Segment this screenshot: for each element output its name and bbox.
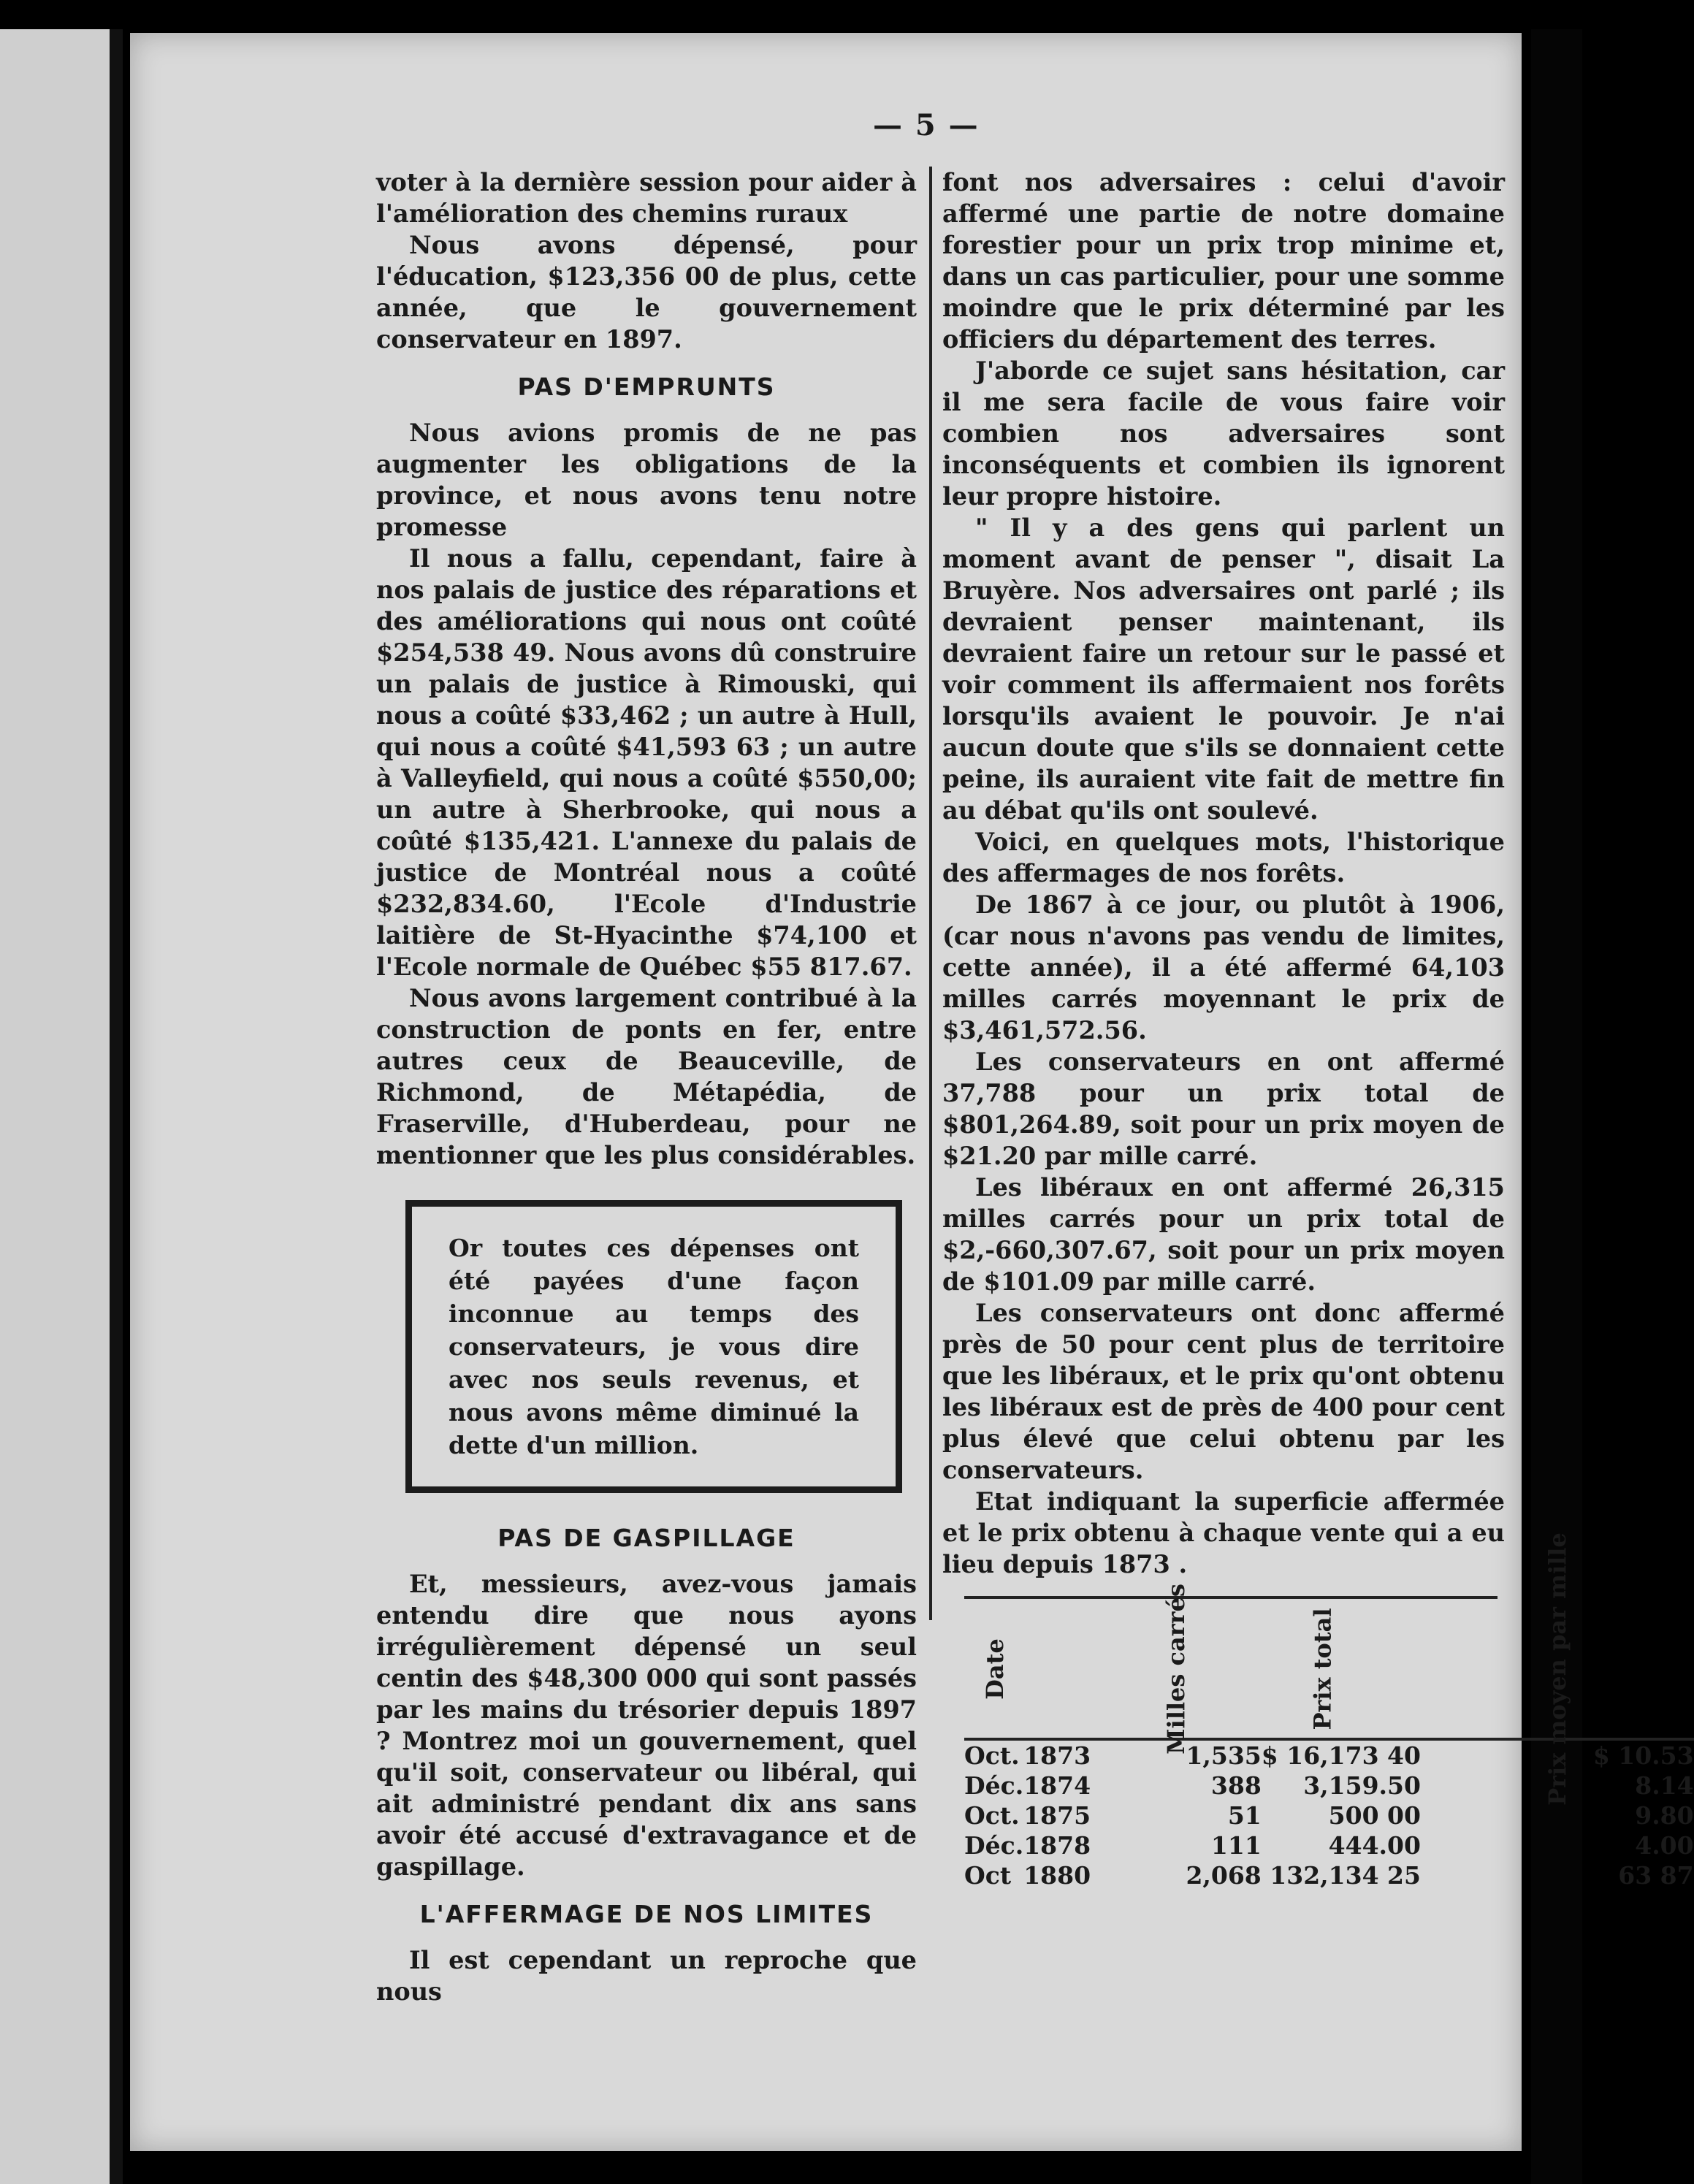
table-header-row [964,1599,1694,1739]
paragraph: Nous avions promis de ne pas augmenter les obligations de la province, et nous avons tenu notre promesse [376,419,917,541]
right-column [942,167,1694,1890]
header-milles: Milles carrés [1091,1599,1262,1739]
section-heading-emprunts: PAS D'EMPRUNTS [517,373,776,401]
paragraph: Etat indiquant la superficie affermée et le prix obtenu à chaque vente qui a eu lieu depuis 1873 . [942,1487,1505,1578]
table-row: Déc. 1874 388 3,159.50 8.14 [964,1771,1694,1800]
table-row: Oct 1880 2,068 132,134 25 63 87 [964,1861,1694,1890]
paragraph: Nous avons dépensé, pour l'éducation, $123,356 00 de plus, cette année, que le gouvernement conservateur en 1897. [376,231,917,354]
limits-table [964,1532,1694,1890]
paragraph: Il nous a fallu, cependant, faire à nos palais de justice des réparations et des améliorations qui nous ont coûté $254,538 49. Nous avons dû construire un palais de justice à Rimouski, qui nous a coûté $33,462 ; un autre à Hull, qui nous a coûté $41,593 63 ; un autre à Valleyfield, qui nous a coûté $550,00; un autre à Sherbrooke, qui nous a coûté $135,421. L'annexe du palais de justice de Montréal nous a coûté $232,834.60, l'Ecole d'Industrie laitière de St-Hyacinthe $74,100 et l'Ecole normale de Québec $55 817.67. [376,544,917,981]
table-row: Oct. 1873 1,535 $ 16,173 40 $ 10.53 [964,1741,1694,1770]
table-row: Oct. 1875 51 500 00 9.80 [964,1801,1694,1830]
page-number: — 5 — [873,108,980,142]
paragraph: Les conservateurs en ont affermé 37,788 pour un prix total de $801,264.89, soit pour un prix moyen de $21.20 par mille carré. [942,1047,1505,1170]
section-heading-affermage: L'AFFERMAGE DE NOS LIMITES [419,1900,874,1928]
boxed-note: Or toutes ces dépenses ont été payées d'une façon inconnue au temps des conservateurs, je vous dire avec nos seuls revenus, et nous avons même diminué la dette d'un million. [405,1200,902,1493]
paragraph: " Il y a des gens qui parlent un moment avant de penser ", disait La Bruyère. Nos adversaires ont parlé ; ils devraient penser maintenant, ils devraient faire un retour sur le passé et voir comment ils affermaient nos forêts lorsqu'ils avaient le pouvoir. Je n'ai aucun doute que s'ils se donnaient cette peine, ils auraient vite fait de mettre fin au débat qu'ils ont soulevé. [942,513,1505,825]
paragraph: Les conservateurs ont donc affermé près de 50 pour cent plus de territoire que les libéraux, et le prix qu'ont obtenu les libéraux est de près de 400 pour cent plus élevé que celui obtenu par les conservateurs. [942,1299,1505,1484]
adjacent-page-strip [0,29,117,2184]
left-column [376,167,917,2007]
paragraph: J'aborde ce sujet sans hésitation, car il me sera facile de vous faire voir combien nos adversaires sont inconséquents et combien ils ignorent leur propre histoire. [942,356,1505,511]
header-prix-total: Prix total [1262,1599,1421,1739]
column-divider [929,167,932,1620]
paragraph: Et, messieurs, avez-vous jamais entendu dire que nous ayons irrégulièrement dépensé un seul centin des $48,300 000 qui sont passés par les mains du trésorier depuis 1897 ? Montrez moi un gouvernement, quel qu'il soit, conservateur ou libéral, qui ait administré pendant dix ans sans avoir été accusé d'extravagance et de gaspillage. [376,1570,917,1881]
header-prix-moyen: Prix moyen par mille [1421,1599,1694,1739]
section-heading-gaspillage: PAS DE GASPILLAGE [497,1524,796,1552]
paragraph: Voici, en quelques mots, l'historique des affermages de nos forêts. [942,828,1505,887]
table-row: Déc. 1878 111 444.00 4.00 [964,1831,1694,1860]
paragraph: Nous avons largement contribué à la construction de ponts en fer, entre autres ceux de Beauceville, de Richmond, de Métapédia, de Fraserville, d'Huberdeau, pour ne mentionner que les plus considérables. [376,984,917,1169]
header-date: Date [964,1599,1091,1739]
paragraph: font nos adversaires : celui d'avoir affermé une partie de notre domaine forestier pour un prix trop minime et, dans un cas particulier, pour une somme moindre que le prix déterminé par les officiers du département des terres. [942,168,1505,354]
paragraph: Il est cependant un reproche que nous [376,1946,917,2006]
paragraph: voter à la dernière session pour aider à l'amélioration des chemins ruraux [376,168,917,228]
limits-table-wrap [964,1532,1694,1890]
paragraph: Les libéraux en ont affermé 26,315 milles carrés pour un prix total de $2,-660,307.67, soit pour un prix moyen de $101.09 par mille carré. [942,1173,1505,1296]
paragraph: De 1867 à ce jour, ou plutôt à 1906, (car nous n'avons pas vendu de limites, cette année), il a été affermé 64,103 milles carrés moyennant le prix de $3,461,572.56. [942,890,1505,1045]
binding-spine [110,29,123,2184]
